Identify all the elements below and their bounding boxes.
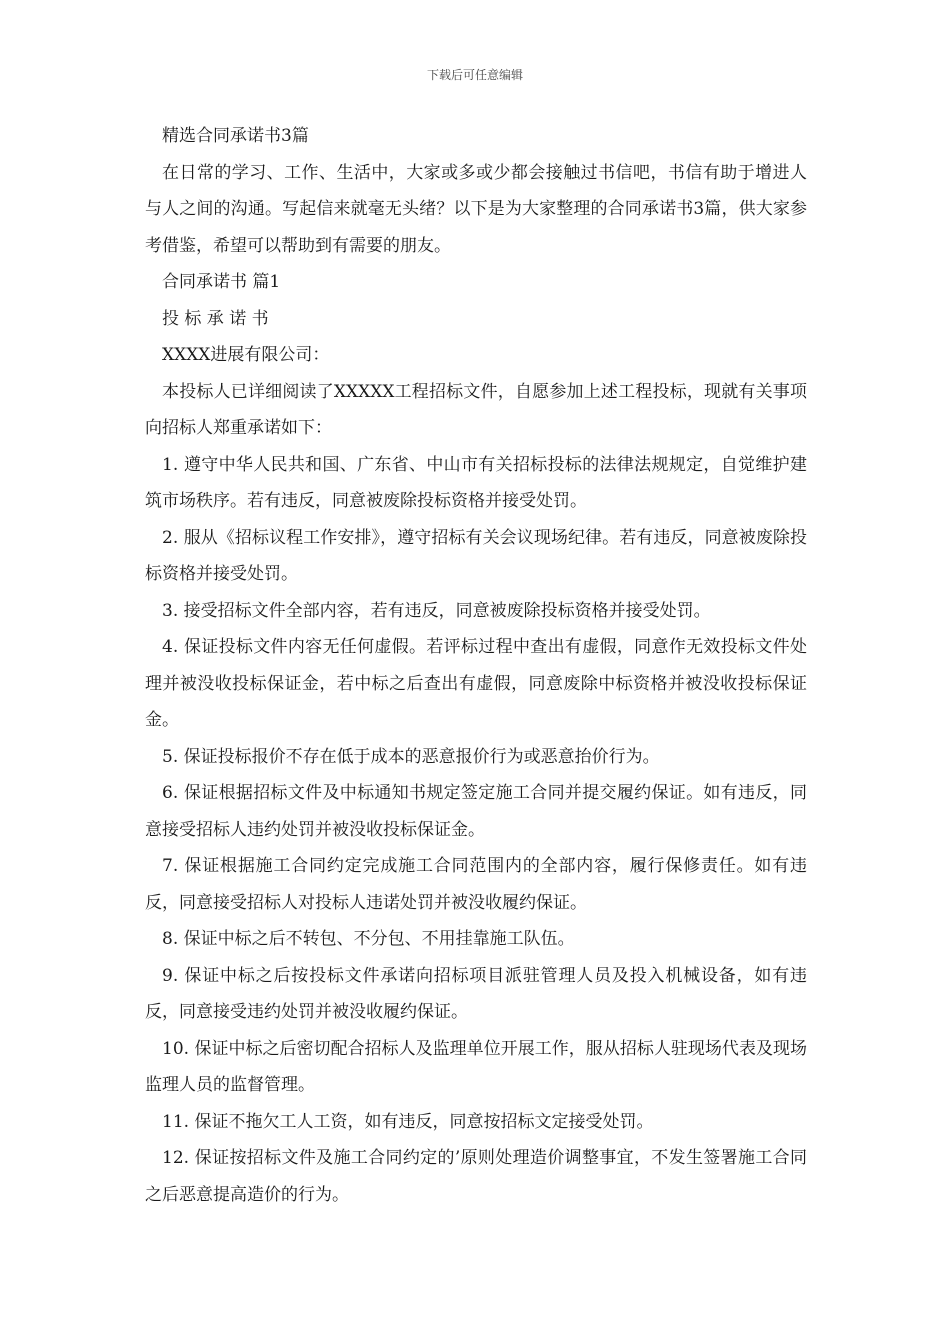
section-heading: 合同承诺书 篇1 bbox=[162, 272, 281, 292]
pledge-item: 7. 保证根据施工合同约定完成施工合同范围内的全部内容，履行保修责任。如有违反，同意接受招标人对投标人违诺处罚并被没收履约保证。 bbox=[145, 856, 807, 913]
intro-paragraph: 在日常的学习、工作、生活中，大家或多或少都会接触过书信吧，书信有助于增进人与人之间的沟通。写起信来就毫无头绪？以下是为大家整理的合同承诺书3篇，供大家参考借鉴，希望可以帮助到有需要的朋友。 bbox=[145, 162, 807, 256]
pledge-item: 12. 保证按招标文件及施工合同约定的’原则处理造价调整事宜，不发生签署施工合同之后恶意提高造价的行为。 bbox=[145, 1148, 807, 1205]
pledge-item: 6. 保证根据招标文件及中标通知书规定签定施工合同并提交履约保证。如有违反，同意接受招标人违约处罚并被没收投标保证金。 bbox=[145, 783, 807, 840]
document-body bbox=[145, 118, 807, 1213]
pledge-item: 8. 保证中标之后不转包、不分包、不用挂靠施工队伍。 bbox=[162, 929, 575, 949]
pledge-item: 4. 保证投标文件内容无任何虚假。若评标过程中查出有虚假，同意作无效投标文件处理并被没收投标保证金，若中标之后查出有虚假，同意废除中标资格并被没收投标保证金。 bbox=[145, 637, 807, 730]
letter-opening: 本投标人已详细阅读了XXXXX工程招标文件，自愿参加上述工程投标，现就有关事项向招标人郑重承诺如下： bbox=[145, 381, 807, 438]
pledge-item: 3. 接受招标文件全部内容，若有违反，同意被废除投标资格并接受处罚。 bbox=[162, 600, 711, 621]
pledge-item: 10. 保证中标之后密切配合招标人及监理单位开展工作，服从招标人驻现场代表及现场监理人员的监督管理。 bbox=[145, 1038, 807, 1095]
pledge-item: 11. 保证不拖欠工人工资，如有违反，同意按招标文定接受处罚。 bbox=[162, 1111, 654, 1132]
letter-title: 投 标 承 诺 书 bbox=[162, 308, 269, 329]
pledge-item: 9. 保证中标之后按投标文件承诺向招标项目派驻管理人员及投入机械设备，如有违反，同意接受违约处罚并被没收履约保证。 bbox=[145, 965, 807, 1022]
pledge-item: 1. 遵守中华人民共和国、广东省、中山市有关招标投标的法律法规规定，自觉维护建筑市场秩序。若有违反，同意被废除投标资格并接受处罚。 bbox=[145, 454, 807, 511]
pledge-item: 5. 保证投标报价不存在低于成本的恶意报价行为或恶意抬价行为。 bbox=[162, 746, 660, 767]
addressee: XXXX进展有限公司： bbox=[162, 345, 330, 365]
pledge-item: 2. 服从《招标议程工作安排》，遵守招标有关会议现场纪律。若有违反，同意被废除投标资格并接受处罚。 bbox=[145, 527, 807, 584]
document-title: 精选合同承诺书3篇 bbox=[162, 126, 309, 146]
page-header: 下载后可任意编辑 bbox=[426, 68, 523, 82]
